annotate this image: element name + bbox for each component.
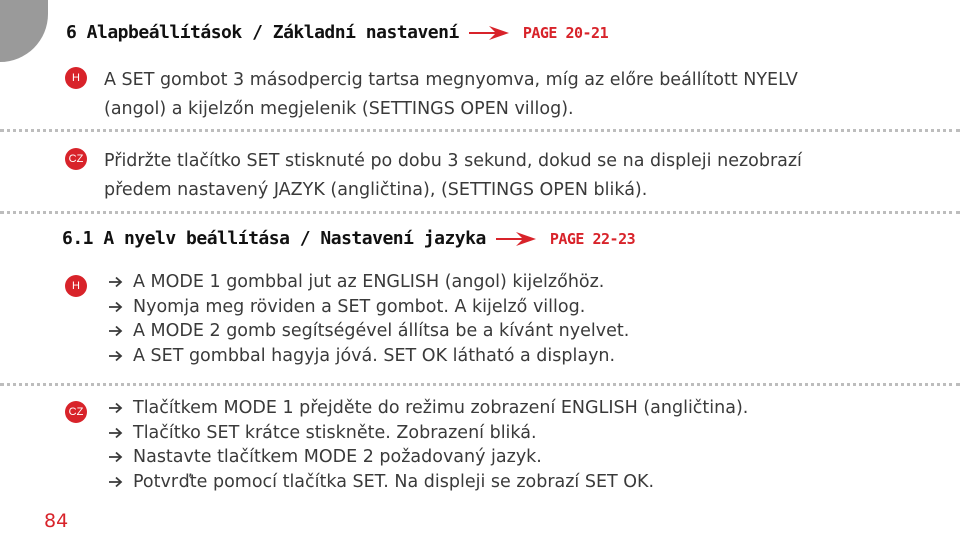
step-item — [108, 470, 748, 495]
corner-tab — [0, 0, 48, 62]
step-item — [108, 270, 629, 295]
paragraph-hu — [104, 66, 798, 124]
red-arrow-right-icon — [496, 231, 536, 247]
step-text: A MODE 2 gomb segítségével állítsa be a kívánt nyelvet. — [133, 321, 630, 342]
step-item — [108, 344, 629, 369]
language-badge-hu: H — [65, 275, 87, 297]
dotted-divider — [0, 211, 960, 214]
step-text: Nyomja meg röviden a SET gombot. A kijelző villog. — [133, 296, 586, 317]
arrow-right-icon — [108, 427, 123, 439]
arrow-right-icon — [108, 451, 123, 463]
steps-list-cz — [108, 396, 748, 494]
arrow-right-icon — [108, 402, 123, 414]
step-text: Tlačítko SET krátce stiskněte. Zobrazení bliká. — [133, 422, 537, 443]
page-reference: PAGE 20-21 — [522, 23, 609, 42]
paragraph-line: předem nastavený JAZYK (angličtina), (SETTINGS OPEN bliká). — [104, 180, 648, 200]
step-item — [108, 445, 748, 470]
paragraph-line: A SET gombot 3 másodpercig tartsa megnyomva, míg az előre beállított NYELV — [104, 70, 798, 90]
language-badge-cz: CZ — [65, 401, 87, 423]
section-title: 6.1 A nyelv beállítása / Nastavení jazyka — [62, 228, 486, 249]
section-heading-6 — [66, 22, 608, 43]
step-item — [108, 396, 748, 421]
step-text: A SET gombbal hagyja jóvá. SET OK látható a displayn. — [133, 345, 616, 366]
language-badge-cz: CZ — [65, 148, 87, 170]
dotted-divider — [0, 129, 960, 132]
language-badge-hu: H — [65, 67, 87, 89]
page-number: 84 — [44, 510, 69, 532]
arrow-right-icon — [108, 325, 123, 337]
section-heading-6-1 — [62, 228, 635, 249]
paragraph-line: Přidržte tlačítko SET stisknuté po dobu 3 sekund, dokud se na displeji nezobrazí — [104, 151, 802, 171]
step-text: Tlačítkem MODE 1 přejděte do režimu zobrazení ENGLISH (angličtina). — [133, 398, 749, 419]
step-text: Nastavte tlačítkem MODE 2 požadovaný jazyk. — [133, 447, 542, 468]
step-text: A MODE 1 gombbal jut az ENGLISH (angol) kijelzőhöz. — [133, 272, 605, 293]
step-item — [108, 319, 629, 344]
arrow-right-icon — [108, 301, 123, 313]
section-title: 6 Alapbeállítások / Základní nastavení — [66, 22, 459, 43]
step-item — [108, 421, 748, 446]
arrow-right-icon — [108, 476, 123, 488]
page-reference: PAGE 22-23 — [549, 229, 636, 248]
arrow-right-icon — [108, 276, 123, 288]
step-text: Potvrďte pomocí tlačítka SET. Na displeji se zobrazí SET OK. — [133, 471, 655, 492]
steps-list-hu — [108, 270, 629, 368]
step-item — [108, 295, 629, 320]
paragraph-line: (angol) a kijelzőn megjelenik (SETTINGS OPEN villog). — [104, 99, 574, 119]
red-arrow-right-icon — [469, 25, 509, 41]
paragraph-cz — [104, 147, 802, 205]
dotted-divider — [0, 383, 960, 386]
arrow-right-icon — [108, 350, 123, 362]
